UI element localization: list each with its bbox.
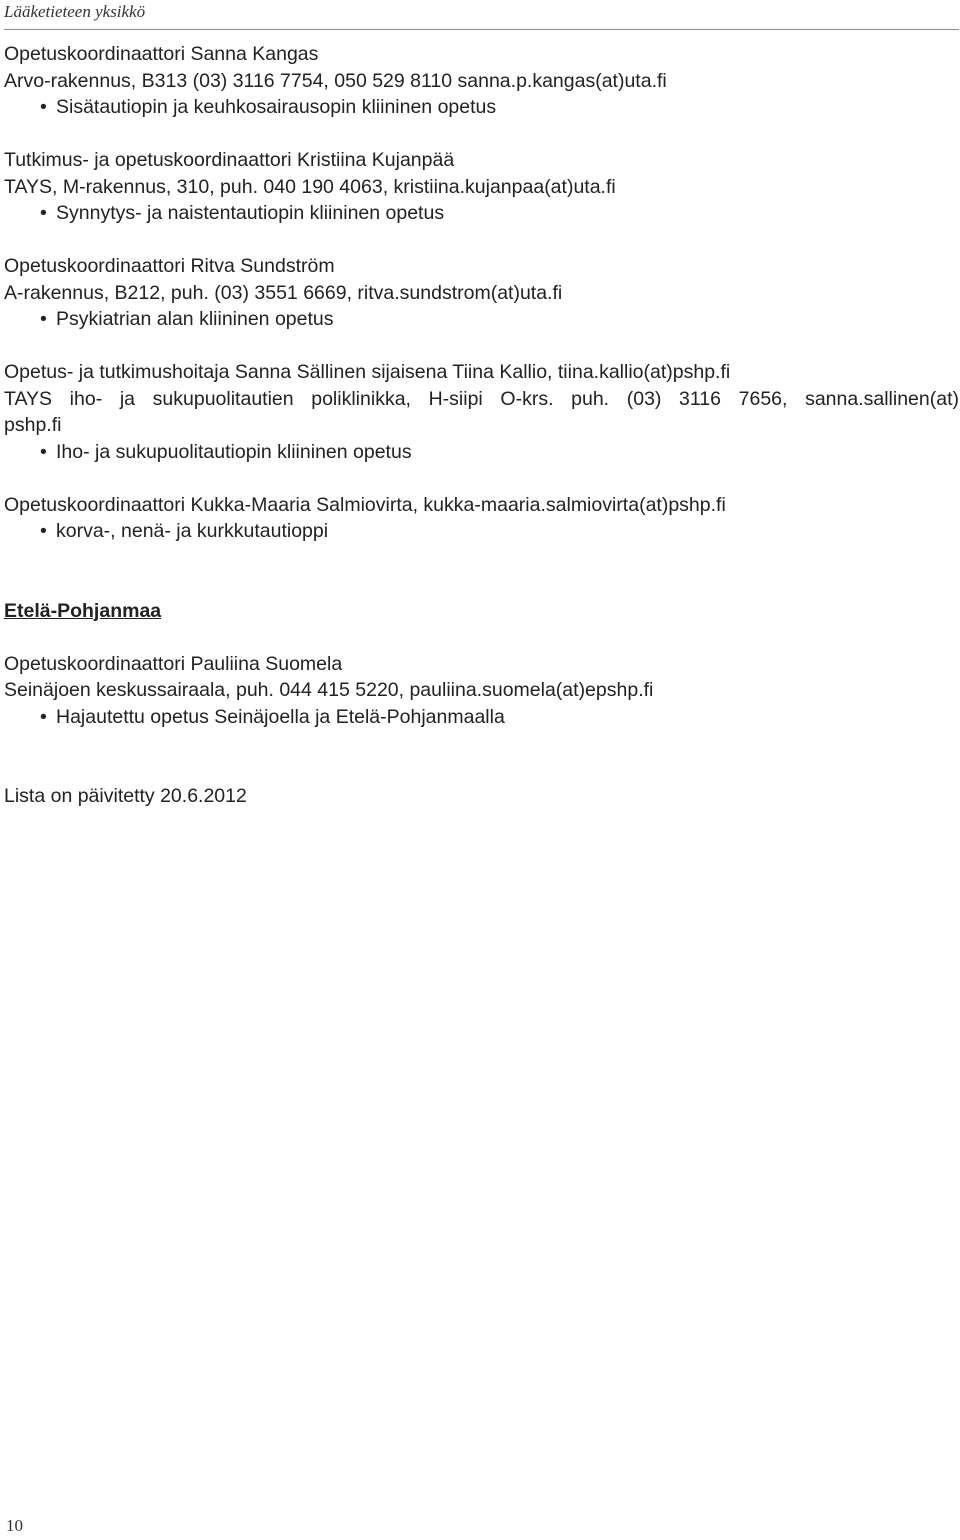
spacer [4,624,959,651]
running-header: Lääketieteen yksikkö [4,2,959,30]
contact-name: Opetuskoordinaattori Ritva Sundström [4,255,335,277]
bullet-text: Psykiatrian alan kliininen opetus [56,308,334,330]
contact-block [4,253,959,333]
bullet-item [4,704,959,731]
bullet-text: Synnytys- ja naistentautiopin kliininen opetus [56,202,445,224]
contact-name: Opetus- ja tutkimushoitaja Sanna Sällinen sijaisena Tiina Kallio, tiina.kallio(at)pshp.fi [4,361,731,383]
contact-details: Seinäjoen keskussairaala, puh. 044 415 5220, pauliina.suomela(at)epshp.fi [4,679,654,701]
update-note: Lista on päivitetty 20.6.2012 [4,785,247,807]
bullet-item [4,439,959,466]
bullet-text: Sisätautiopin ja keuhkosairausopin kliininen opetus [56,96,497,118]
contact-details: Arvo-rakennus, B313 (03) 3116 7754, 050 529 8110 sanna.p.kangas(at)uta.fi [4,69,667,92]
contact-details-continued: pshp.fi [4,414,62,436]
contact-block [4,492,959,545]
spacer [4,571,959,598]
contact-block [4,359,959,465]
bullet-item [4,94,959,121]
page-number: 10 [6,1516,23,1535]
bullet-item [4,518,959,545]
contact-name: Tutkimus- ja opetuskoordinaattori Kristiina Kujanpää [4,149,455,171]
contact-details: A-rakennus, B212, puh. (03) 3551 6669, ritva.sundstrom(at)uta.fi [4,281,563,304]
bullet-icon: • [40,520,47,542]
contact-block [4,147,959,227]
contact-details: TAYS iho- ja sukupuolitautien poliklinikka, H-siipi O-krs. puh. (03) 3116 7656, sanna.sallinen(at) [4,387,959,410]
contact-name: Opetuskoordinaattori Sanna Kangas [4,43,319,65]
bullet-icon: • [40,440,47,463]
section-heading: Etelä-Pohjanmaa [4,599,162,622]
bullet-icon: • [40,308,47,330]
bullet-text: Iho- ja sukupuolitautiopin kliininen opetus [56,440,412,463]
contact-name: Opetuskoordinaattori Pauliina Suomela [4,652,343,675]
contact-name: Opetuskoordinaattori Kukka-Maaria Salmiovirta, kukka-maaria.salmiovirta(at)pshp.fi [4,493,726,516]
document-body [4,41,959,810]
contact-block [4,41,959,121]
spacer [4,757,959,784]
bullet-text: korva-, nenä- ja kurkkutautioppi [56,520,329,542]
region-section [4,598,959,731]
bullet-icon: • [40,202,47,224]
bullet-icon: • [40,96,47,118]
bullet-item [4,200,959,227]
contact-details: TAYS, M-rakennus, 310, puh. 040 190 4063, kristiina.kujanpaa(at)uta.fi [4,175,616,198]
bullet-icon: • [40,705,47,728]
bullet-item [4,306,959,333]
bullet-text: Hajautettu opetus Seinäjoella ja Etelä-Pohjanmaalla [56,705,505,728]
